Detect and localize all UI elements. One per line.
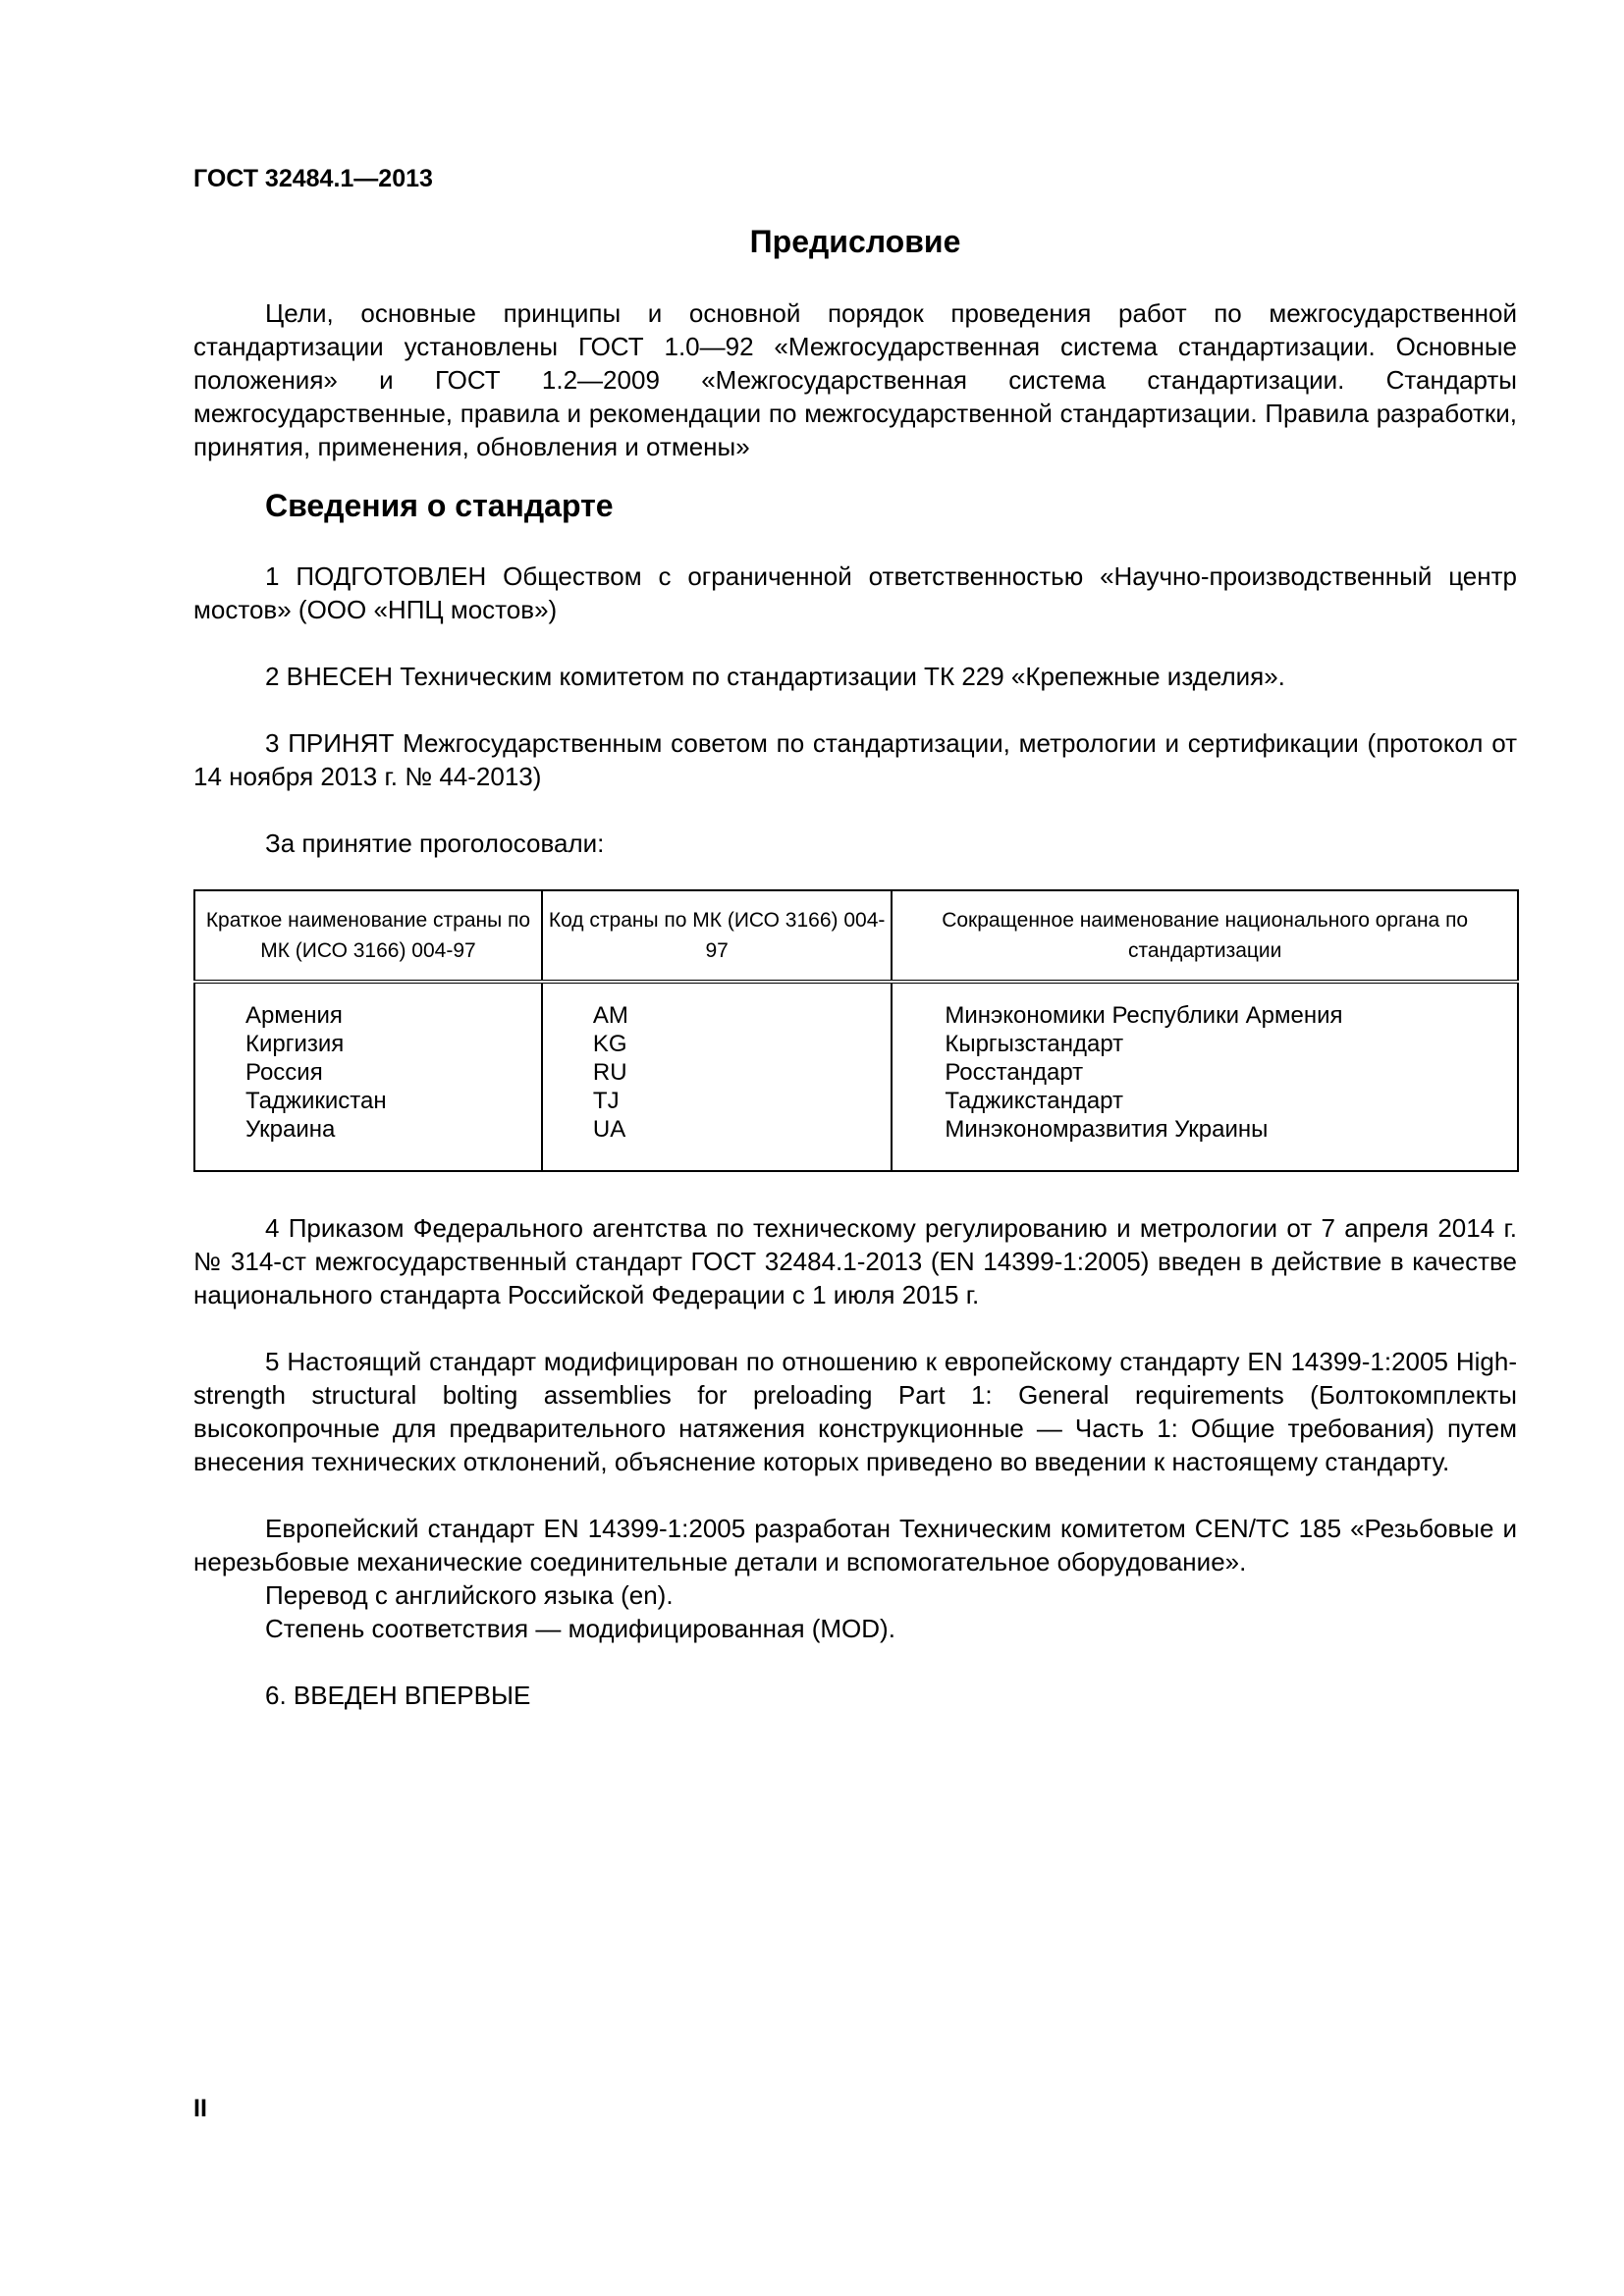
table-cell-body: Минэкономики Республики Армения bbox=[945, 1002, 1343, 1029]
voting-table-header-row bbox=[194, 890, 1518, 982]
table-cell-country: Россия bbox=[245, 1059, 323, 1086]
preface-text: Цели, основные принципы и основной порядок проведения работ по межгосударственной стандартизации установлены ГОСТ 1.0—92 «Межгосударственная система стандартизации. Основные положения» и ГОСТ 1.2—2009 «Межгосударственная система стандартизации. Стандарты межгосударственные, правила и рекомендации по межгосударственной стандартизации. Правила разработки, принятия, применения, обновления и отмены» bbox=[193, 298, 1517, 461]
standard-info-title: Сведения о стандарте bbox=[265, 488, 614, 523]
table-cell-code: RU bbox=[592, 1059, 627, 1086]
info-item-5-translation: Перевод с английского языка (en). bbox=[265, 1580, 674, 1610]
header-country-code: Код страны по МК (ИСО 3166) 004-97 bbox=[542, 890, 892, 982]
header-standards-body: Сокращенное наименование национального органа по стандартизации bbox=[892, 890, 1518, 982]
country-name-column bbox=[194, 982, 542, 1171]
info-item-5: 5 Настоящий стандарт модифицирован по отношению к европейскому стандарту EN 14399-1:2005 High-strength structural bolting assemblies for preloading Part 1: General requirements (Болтокомплекты высокопрочные для предварительного натяжения конструкционные — Часть 1: Общие требования) путем внесения технических отклонений, объяснение которых приведено во введении к настоящему стандарту. bbox=[193, 1347, 1517, 1476]
table-cell-body: Кыргызстандарт bbox=[945, 1031, 1124, 1057]
header-country-name: Краткое наименование страны по МК (ИСО 3166) 004-97 bbox=[194, 890, 542, 982]
voting-table bbox=[193, 889, 1519, 1172]
table-cell-code: UA bbox=[592, 1116, 626, 1143]
table-cell-body: Таджикстандарт bbox=[945, 1088, 1123, 1114]
standard-code: ГОСТ 32484.1—2013 bbox=[193, 165, 433, 192]
table-cell-code: TJ bbox=[592, 1088, 620, 1114]
table-cell-country: Таджикистан bbox=[245, 1088, 387, 1114]
info-item-3: 3 ПРИНЯТ Межгосударственным советом по стандартизации, метрологии и сертификации (протокол от 14 ноября 2013 г. № 44-2013) bbox=[193, 728, 1517, 791]
table-cell-body: Росстандарт bbox=[945, 1059, 1084, 1086]
info-item-5-european-standard: Европейский стандарт EN 14399-1:2005 разработан Техническим комитетом CEN/TC 185 «Резьбовые и нерезьбовые механические соединительные детали и вспомогательное оборудование». bbox=[193, 1514, 1517, 1576]
info-item-4: 4 Приказом Федерального агентства по техническому регулированию и метрологии от 7 апреля 2014 г. № 314-ст межгосударственный стандарт ГОСТ 32484.1-2013 (EN 14399-1:2005) введен в действие в качестве национального стандарта Российской Федерации с 1 июля 2015 г. bbox=[193, 1213, 1517, 1309]
info-item-6: 6. ВВЕДЕН ВПЕРВЫЕ bbox=[265, 1681, 531, 1710]
page-number: II bbox=[193, 2095, 207, 2122]
table-cell-code: AM bbox=[592, 1002, 628, 1029]
country-code-column bbox=[542, 982, 892, 1171]
standards-body-column bbox=[892, 982, 1518, 1171]
table-cell-body: Минэкономразвития Украины bbox=[945, 1116, 1269, 1143]
voting-table-body-row bbox=[194, 982, 1518, 1171]
info-item-2: 2 ВНЕСЕН Техническим комитетом по стандартизации ТК 229 «Крепежные изделия». bbox=[265, 662, 1285, 691]
voted-label: За принятие проголосовали: bbox=[265, 828, 605, 858]
preface-title: Предисловие bbox=[749, 224, 961, 259]
info-item-1: 1 ПОДГОТОВЛЕН Обществом с ограниченной ответственностью «Научно-производственный центр мостов» (ООО «НПЦ мостов») bbox=[193, 561, 1517, 624]
table-cell-code: KG bbox=[592, 1031, 627, 1057]
table-cell-country: Украина bbox=[245, 1116, 336, 1143]
table-cell-country: Киргизия bbox=[245, 1031, 345, 1057]
info-item-5-degree: Степень соответствия — модифицированная (MOD). bbox=[265, 1614, 895, 1643]
table-cell-country: Армения bbox=[245, 1002, 343, 1029]
